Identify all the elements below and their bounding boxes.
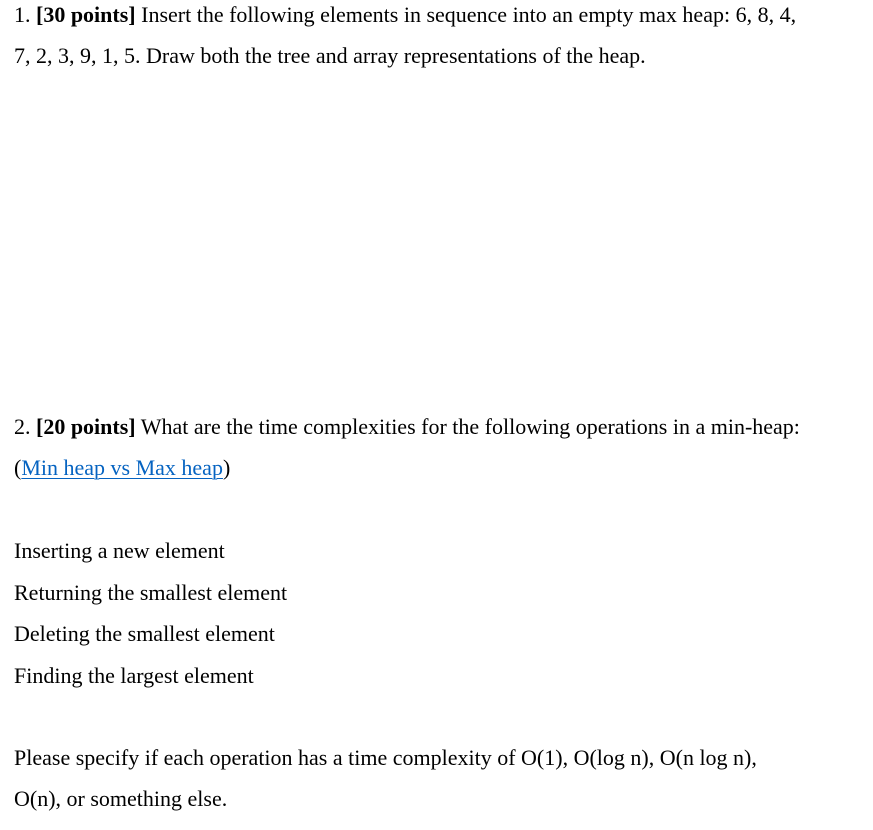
operation-find-largest: Finding the largest element (14, 662, 254, 688)
question-1-line-2 (14, 35, 869, 76)
question-1-points: [30 points] (36, 2, 136, 27)
question-2-line-1 (14, 406, 869, 447)
complexity-note-line-1: Please specify if each operation has a time complexity of O(1), O(log n), O(n log n), (14, 745, 757, 770)
operation-return-smallest: Returning the smallest element (14, 579, 288, 605)
operation-delete-smallest: Deleting the smallest element (14, 621, 275, 646)
complexity-note-line-2: O(n), or something else. (14, 786, 228, 811)
question-2 (14, 406, 869, 488)
question-2-number: 2. (14, 414, 31, 439)
question-2-points: [20 points] (36, 414, 136, 439)
question-1 (14, 0, 869, 76)
paren-open: ( (14, 455, 22, 480)
question-2-text: What are the time complexities for the following operations in a min-heap: (140, 414, 800, 439)
question-1-line-1 (14, 0, 869, 35)
question-1-text-line-1: Insert the following elements in sequence into an empty max heap: 6, 8, 4, (141, 2, 797, 27)
min-vs-max-heap-link[interactable]: Min heap vs Max heap (21, 455, 223, 480)
question-1-number: 1. (14, 2, 31, 27)
operation-insert: Inserting a new element (14, 538, 225, 563)
complexity-note (14, 737, 869, 819)
operations-list (14, 530, 869, 696)
question-2-line-2 (14, 447, 869, 488)
question-1-text-line-2: 7, 2, 3, 9, 1, 5. Draw both the tree and array representations of the heap. (14, 43, 646, 68)
paren-close: ) (222, 455, 231, 480)
